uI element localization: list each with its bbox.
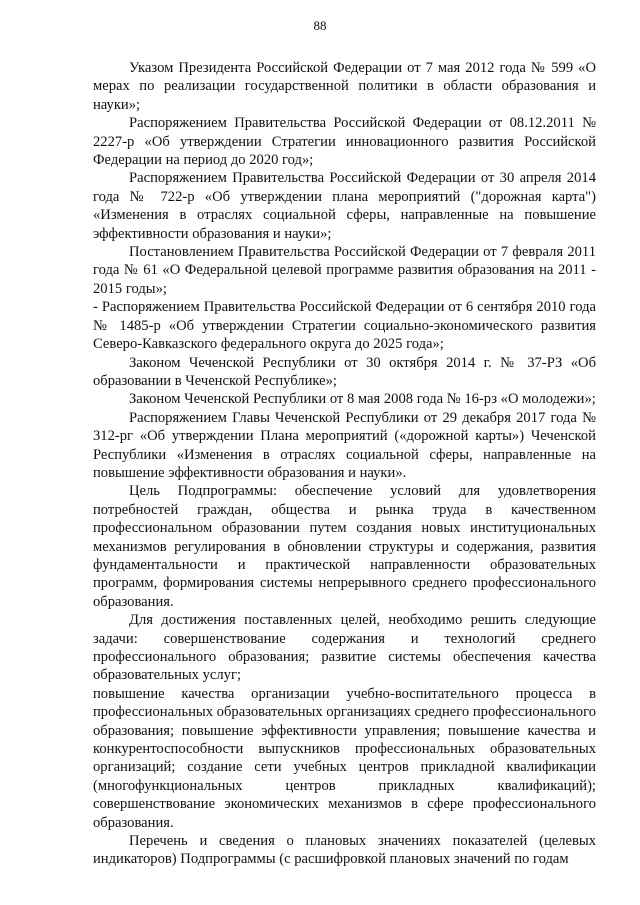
page-number: 88: [313, 18, 327, 33]
paragraph: Распоряжением Главы Чеченской Республики от 29 декабря 2017 года № 312-рг «Об утверждении Плана мероприятий («дорожной карты») Чеченской Республики «Изменения в отраслях социальной сферы, направленные на повышение эффективности образования и науки».: [93, 409, 596, 481]
paragraph: Перечень и сведения о плановых значениях показателей (целевых индикаторов) Подпрограммы (с расшифровкой плановых значений по годам: [93, 833, 596, 868]
paragraph: Законом Чеченской Республики от 30 октября 2014 г. № 37-РЗ «Об образовании в Чеченской Республике»;: [93, 354, 596, 389]
paragraph: Цель Подпрограммы: обеспечение условий для удовлетворения потребностей граждан, общества и рынка труда в качественном профессиональном образовании путем создания новых институциональных механизмов регулирования в обновлении структуры и содержания, развития фундаментальности и практической направленности образовательных программ, формирования системы непрерывного среднего профессионального образования.: [93, 483, 596, 610]
paragraph: Распоряжением Правительства Российской Федерации от 08.12.2011 № 2227-р «Об утверждении Стратегии инновационного развития Российской Федерации на период до 2020 год»;: [93, 115, 596, 169]
paragraph: Указом Президента Российской Федерации от 7 мая 2012 года № 599 «О мерах по реализации государственной политики в области образования и науки»;: [93, 60, 596, 113]
paragraph: Распоряжением Правительства Российской Федерации от 30 апреля 2014 года № 722-р «Об утверждении плана мероприятий ("дорожная карта") «Изменения в отраслях социальной сферы, направленные на повышение эффективности образования и науки»;: [93, 170, 596, 242]
paragraph: Законом Чеченской Республики от 8 мая 2008 года № 16-рз «О молодежи»;: [129, 391, 596, 408]
paragraph: Для достижения поставленных целей, необходимо решить следующие задачи: совершенствование содержания и технологий среднего профессионального образования; развитие системы обеспечения качества образовательных услуг;: [93, 612, 596, 684]
paragraph: повышение качества организации учебно-воспитательного процесса в профессиональных образовательных организациях среднего профессионального образования; повышение эффективности управления; повышение качества и конкурентоспособности выпускников профессиональных образовательных организаций; создание сети учебных центров прикладной квалификации (многофункциональных центров прикладных квалификаций); совершенствование экономических механизмов в сфере профессионального образования.: [93, 685, 596, 831]
document-body: [93, 59, 596, 869]
paragraph: - Распоряжением Правительства Российской Федерации от 6 сентября 2010 года № 1485-р «Об утверждении Стратегии социально-экономического развития Северо-Кавказского федерального округа до 2025 года»;: [93, 299, 596, 353]
paragraph: Постановлением Правительства Российской Федерации от 7 февраля 2011 года № 61 «О Федеральной целевой программе развития образования на 2011 - 2015 годы»;: [93, 244, 596, 297]
